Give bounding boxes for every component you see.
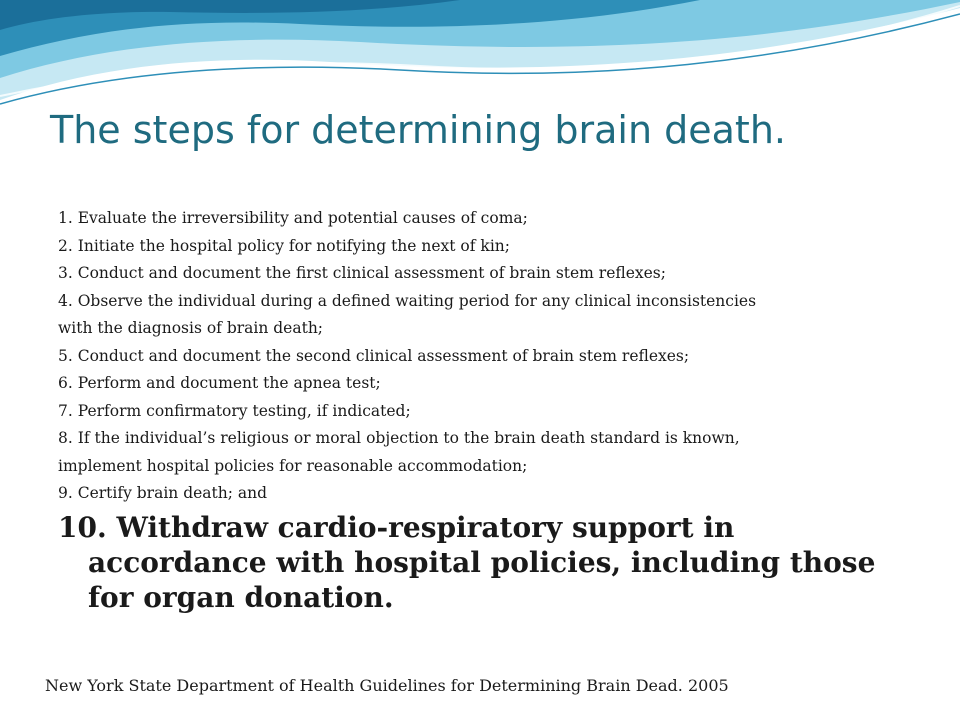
step-line: implement hospital policies for reasonable accommodation;: [58, 456, 528, 475]
step-line: 1. Evaluate the irreversibility and potential causes of coma;: [58, 209, 528, 227]
citation: New York State Department of Health Guidelines for Determining Brain Dead. 2005: [45, 676, 729, 695]
step-line: 5. Conduct and document the second clinical assessment of brain stem reflexes;: [58, 346, 690, 365]
header-wave-decoration: [0, 0, 960, 110]
step-line: 7. Perform confirmatory testing, if indicated;: [58, 401, 411, 420]
step-line: 9. Certify brain death; and: [58, 484, 268, 502]
step-line: 6. Perform and document the apnea test;: [58, 374, 381, 392]
step-line: 2. Initiate the hospital policy for notifying the next of kin;: [58, 236, 510, 255]
step-line: 4. Observe the individual during a defined waiting period for any clinical inconsistencies: [58, 291, 757, 310]
step-line: 3. Conduct and document the first clinical assessment of brain stem reflexes;: [58, 264, 666, 282]
step-line: 8. If the individual’s religious or moral objection to the brain death standard is known,: [58, 429, 740, 447]
steps-list: [58, 205, 918, 615]
final-step: 10. Withdraw cardio-respiratory support in accordance with hospital policies, including those for organ donation.: [58, 510, 876, 614]
step-line: with the diagnosis of brain death;: [58, 319, 324, 337]
slide-title: The steps for determining brain death.: [50, 108, 786, 152]
